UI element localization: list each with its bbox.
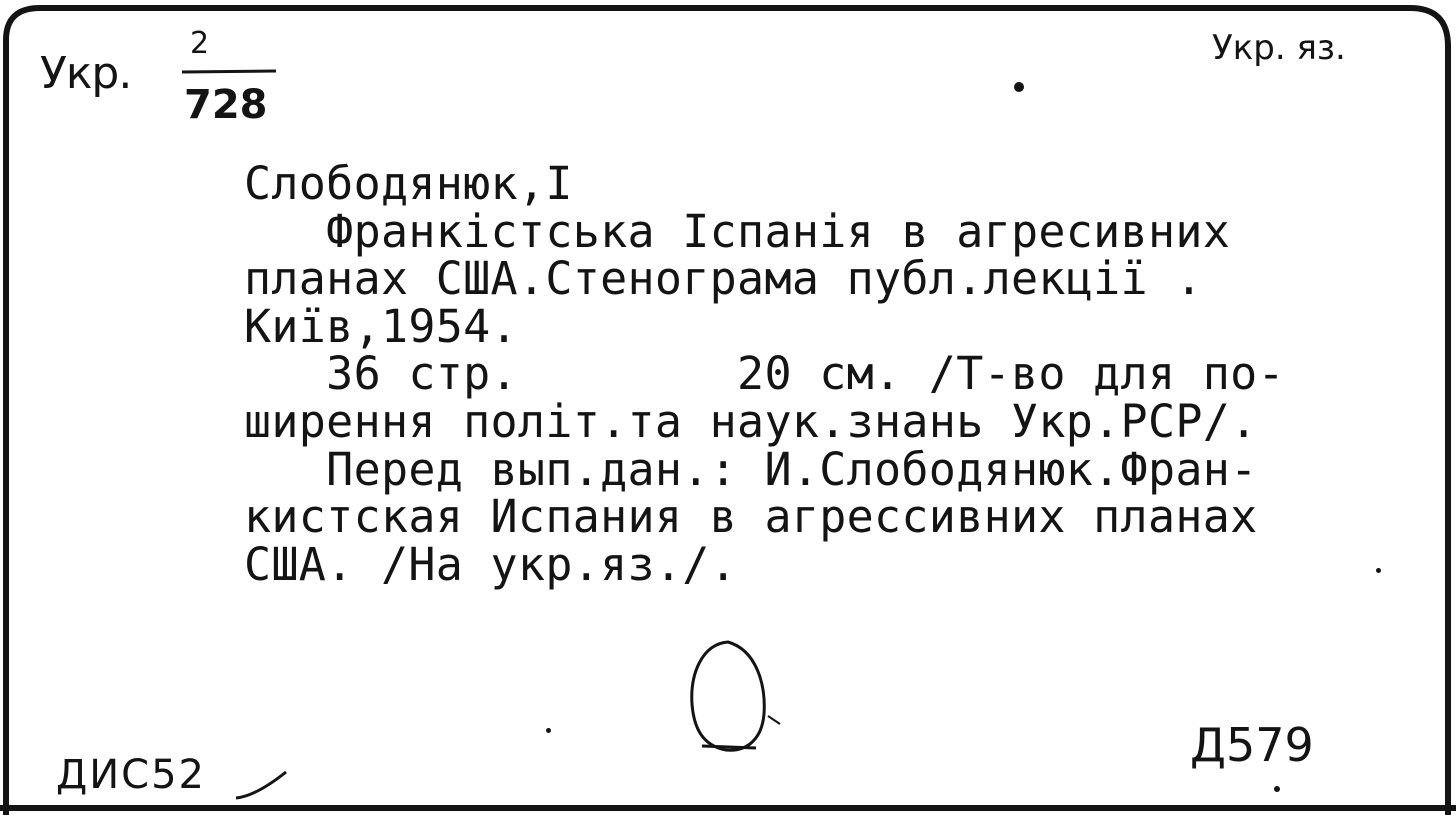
shelfmark-denominator: 728 [184, 82, 268, 128]
card-line-note-cont: кистская Испания в агрессивних планах [244, 490, 1258, 544]
speck [1376, 568, 1381, 573]
inventory-underline [232, 766, 292, 806]
card-line-title-cont: планах США.Стенограма публ.лекції . [244, 252, 1203, 306]
card-body [244, 157, 1285, 591]
card-line-imprint: Київ,1954. [244, 299, 518, 353]
language-note: Укр. яз. [1212, 28, 1346, 68]
shelfmark-numerator: 2 [190, 26, 210, 61]
card-line-title: Франкістська Іспанія в агресивних [244, 204, 1231, 258]
speck [546, 728, 551, 733]
inventory-number-left: ДИС52 [56, 752, 206, 798]
card-line-series: ширення політ.та наук.знань Укр.РСР/. [244, 394, 1258, 448]
shelfmark-fraction-bar [180, 68, 280, 76]
card-line-language: США. /На укр.яз./. [244, 537, 738, 591]
inventory-number-right: Д579 [1190, 718, 1314, 772]
shelfmark-prefix: Укр. [40, 48, 132, 99]
card-line-author: Слободянюк,І [244, 157, 573, 210]
card-line-note: Перед вып.дан.: И.Слободянюк.Фран- [244, 442, 1258, 496]
library-stamp [676, 634, 786, 760]
punch-dot [1014, 82, 1024, 92]
speck [1274, 786, 1280, 792]
card-line-collation: 36 стр. 20 см. /Т-во для по- [244, 347, 1285, 401]
